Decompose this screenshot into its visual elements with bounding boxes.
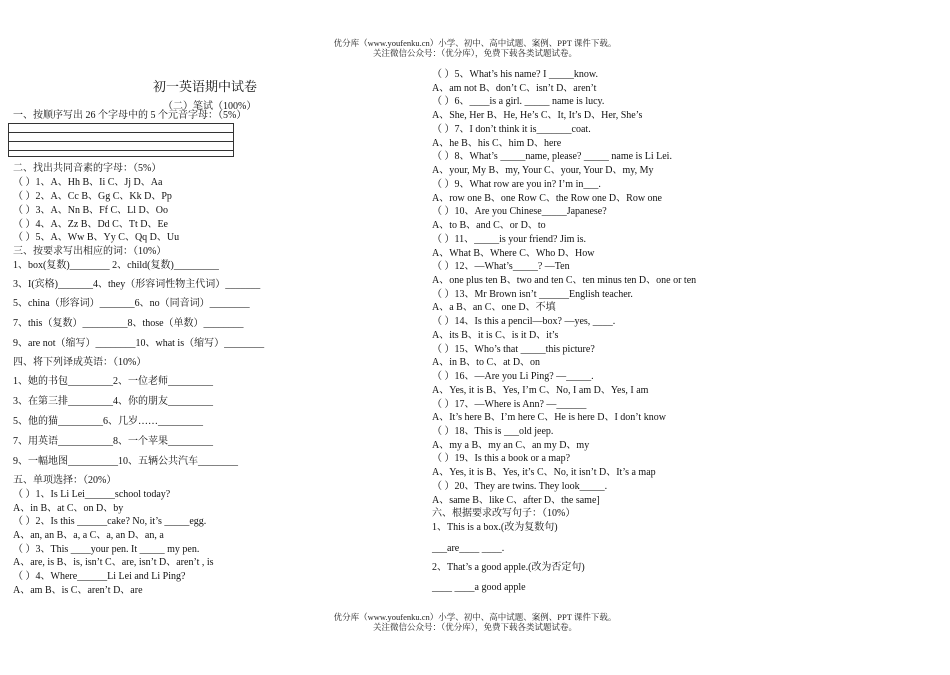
right-line: （ ）19、Is this a book or a map? — [432, 453, 571, 464]
right-line: A、It’s here B、I’m here C、He is here D、I don’t know — [432, 412, 666, 423]
paper-subtitle: （二）笔试（100%） — [163, 101, 257, 112]
right-line: （ ）16、—Are you Li Ping? —_____. — [432, 371, 594, 382]
right-line: （ ）5、What’s his name? I _____know. — [432, 69, 598, 80]
footer-line-2: 关注微信公众号：（优分库），免费下载各类试题试卷。 — [372, 622, 577, 632]
left-line: A、an, an B、a, a C、a, an D、an, a — [13, 530, 164, 541]
left-line: 1、box(复数)________ 2、child(复数)_________ — [13, 260, 219, 271]
right-line: （ ）9、What row are you in? I’m in___. — [432, 179, 601, 190]
right-line: （ ）8、What’s _____name, please? _____ name is Li Lei. — [432, 151, 672, 162]
right-line: A、same B、like C、after D、the same] — [432, 495, 600, 506]
left-line: （ ）1、Is Li Lei______school today? — [13, 489, 171, 500]
left-line: A、are, is B、is, isn’t C、are, isn’t D、aren’t , is — [13, 557, 214, 568]
right-line: （ ）10、Are you Chinese_____Japanese? — [432, 206, 607, 217]
right-line: （ ）12、—What’s_____? —Ten — [432, 261, 570, 272]
header-line-2: 关注微信公众号：（优分库），免费下载各类试题试卷。 — [372, 48, 577, 58]
right-line: A、a B、an C、one D、不填 — [432, 302, 556, 313]
left-line: 五、单项选择：（20%） — [13, 475, 117, 486]
left-line: 一、按顺序写出 26 个字母中的 5 个元音字母：（5%） — [13, 110, 247, 121]
left-line: 9、一幅地图__________10、五辆公共汽车________ — [13, 456, 238, 467]
left-line: 5、china（形容词）_______6、no（同音词）________ — [13, 298, 250, 309]
answer-row — [9, 133, 233, 142]
left-line: （ ）3、A、Nn B、Ff C、Ll D、Oo — [13, 205, 169, 216]
left-line: 7、this（复数）_________8、those（单数）________ — [13, 318, 244, 329]
left-line: A、am B、is C、aren’t D、are — [13, 585, 143, 596]
right-line: （ ）18、This is ___old jeep. — [432, 426, 554, 437]
right-line: （ ）20、They are twins. They look_____. — [432, 481, 608, 492]
right-line: 1、This is a box.(改为复数句) — [432, 522, 558, 533]
right-line: A、its B、it is C、is it D、it’s — [432, 330, 559, 341]
left-line: （ ）3、This ____your pen. It _____ my pen. — [13, 544, 200, 555]
header-line-1: 优分库（www.youfenku.cn）小学、初中、高中试题、案例、PPT 课件下载。 — [333, 38, 617, 48]
right-line: （ ）6、____is a girl. _____ name is lucy. — [432, 96, 605, 107]
right-line: A、Yes, it is B、Yes, it’s C、No, it isn’t D、It’s a map — [432, 467, 656, 478]
page-header — [0, 38, 950, 58]
left-line: 5、他的猫_________6、几岁……_________ — [13, 416, 203, 427]
right-line: A、row one B、one Row C、the Row one D、Row one — [432, 193, 662, 204]
right-line: （ ）7、I don’t think it is_______coat. — [432, 124, 591, 135]
left-line: （ ）2、A、Cc B、Gg C、Kk D、Pp — [13, 191, 172, 202]
right-line: （ ）17、—Where is Ann? —______ — [432, 399, 587, 410]
paper-title: 初一英语期中试卷 — [153, 79, 258, 94]
left-line: 7、用英语___________8、一个苹果_________ — [13, 436, 213, 447]
left-line: （ ）1、A、Hh B、Ii C、Jj D、Aa — [13, 177, 163, 188]
right-line: 六、根据要求改写句子：（10%） — [432, 508, 576, 519]
left-line: 9、are not（缩写）________10、what is（缩写）________ — [13, 338, 265, 349]
right-line: A、he B、his C、him D、here — [432, 138, 562, 149]
left-line: 3、在第三排_________4、你的朋友_________ — [13, 396, 213, 407]
left-line: 二、找出共同音素的字母：（5%） — [13, 163, 162, 174]
right-line: ___are____ ____. — [432, 543, 505, 554]
footer-line-1: 优分库（www.youfenku.cn）小学、初中、高中试题、案例、PPT 课件下载。 — [333, 612, 617, 622]
right-line: （ ）13、Mr Brown isn’t ______English teacher. — [432, 289, 633, 300]
left-line: A、in B、at C、on D、by — [13, 503, 124, 514]
right-line: A、She, Her B、He, He’s C、It, It’s D、Her, She’s — [432, 110, 643, 121]
right-line: A、my a B、my an C、an my D、my — [432, 440, 590, 451]
left-line: 四、将下列译成英语：（10%） — [13, 357, 147, 368]
right-line: A、your, My B、my, Your C、your, Your D、my, My — [432, 165, 654, 176]
right-line: A、What B、Where C、Who D、How — [432, 248, 595, 259]
page-footer — [0, 612, 950, 632]
left-line: （ ）5、A、Ww B、Yy C、Qq D、Uu — [13, 232, 180, 243]
left-line: （ ）2、Is this ______cake? No, it’s _____egg. — [13, 516, 207, 527]
right-line: （ ）14、Is this a pencil—box? —yes, ____. — [432, 316, 616, 327]
answer-row — [9, 124, 233, 133]
left-line: （ ）4、Where______Li Lei and Li Ping? — [13, 571, 186, 582]
right-line: A、am not B、don’t C、isn’t D、aren’t — [432, 83, 597, 94]
left-line: 三、按要求写出相应的词：（10%） — [13, 246, 167, 257]
answer-grid — [8, 123, 234, 157]
right-line: A、Yes, it is B、Yes, I’m C、No, I am D、Yes, I am — [432, 385, 649, 396]
left-line: 1、她的书包_________2、一位老师_________ — [13, 376, 213, 387]
right-line: ____ ____a good apple — [432, 582, 526, 593]
right-line: A、in B、to C、at D、on — [432, 357, 541, 368]
answer-row — [9, 151, 233, 159]
right-line: （ ）15、Who’s that _____this picture? — [432, 344, 595, 355]
left-line: （ ）4、A、Zz B、Dd C、Tt D、Ee — [13, 219, 168, 230]
left-line: 3、I(宾格)_______4、they（形容词性物主代词）_______ — [13, 279, 261, 290]
right-line: 2、That’s a good apple.(改为否定句) — [432, 562, 585, 573]
right-line: （ ）11、_____is your friend? Jim is. — [432, 234, 587, 245]
answer-row — [9, 142, 233, 151]
right-line: A、one plus ten B、two and ten C、ten minus ten D、one or ten — [432, 275, 697, 286]
right-line: A、to B、and C、or D、to — [432, 220, 546, 231]
